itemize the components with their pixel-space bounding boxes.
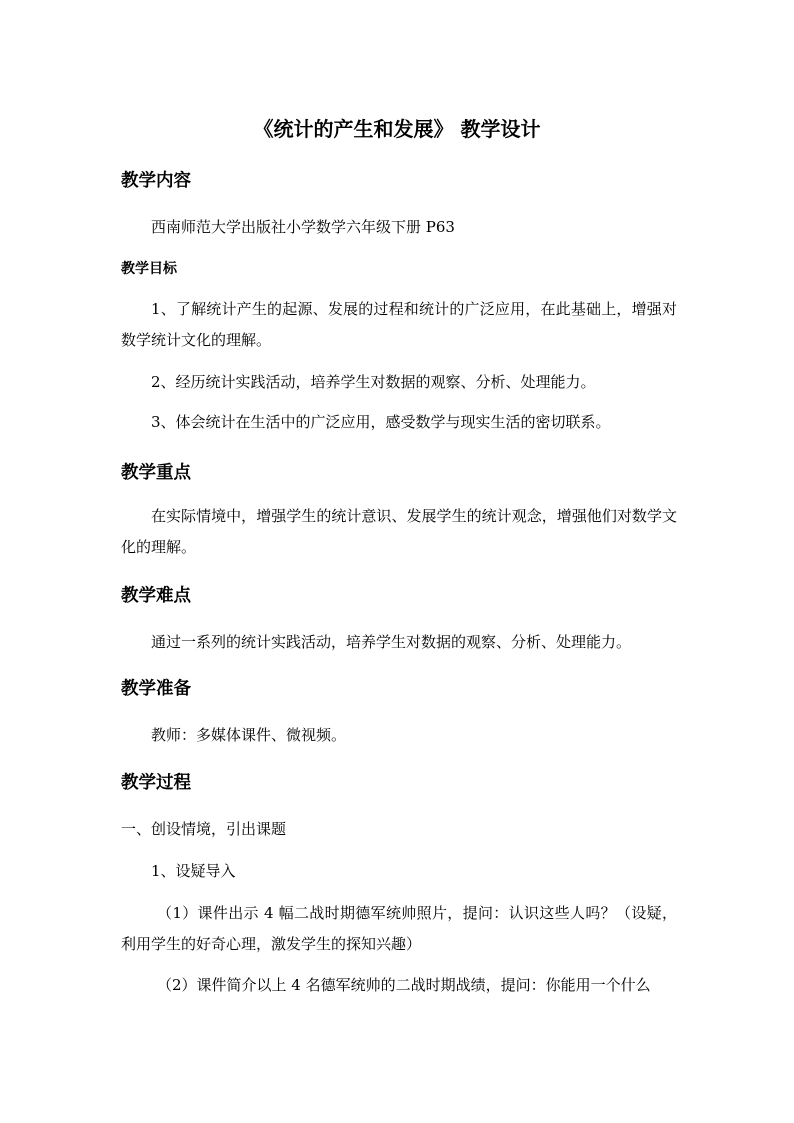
key-points-text: 在实际情境中，增强学生的统计意识、发展学生的统计观念，增强他们对数学文化的理解。	[121, 507, 677, 556]
process-step-1: （1）课件出示 4 幅二战时期德军统帅照片，提问：认识这些人吗？（设疑，利用学生的好奇心理，激发学生的探知兴趣）	[121, 904, 677, 953]
heading-key-points: 教学重点	[121, 463, 191, 483]
document-title: 《统计的产生和发展》 教学设计	[253, 117, 541, 141]
preparation-text: 教师：多媒体课件、微视频。	[151, 726, 347, 744]
teaching-content-text: 西南师范大学出版社小学数学六年级下册 P63	[151, 218, 455, 236]
goal-item-3: 3、体会统计在生活中的广泛应用，感受数学与现实生活的密切联系。	[151, 413, 611, 431]
heading-teaching-goals: 教学目标	[121, 261, 177, 277]
heading-process: 教学过程	[121, 773, 191, 793]
heading-teaching-content: 教学内容	[121, 171, 191, 191]
difficulties-text: 通过一系列的统计实践活动，培养学生对数据的观察、分析、处理能力。	[151, 633, 632, 651]
process-section-1: 一、创设情境，引出课题	[121, 820, 287, 838]
process-sub-1: 1、设疑导入	[151, 862, 236, 880]
heading-preparation: 教学准备	[121, 679, 191, 699]
goal-item-2: 2、经历统计实践活动，培养学生对数据的观察、分析、处理能力。	[151, 373, 596, 391]
goal-item-1: 1、了解统计产生的起源、发展的过程和统计的广泛应用，在此基础上，增强对数学统计文化的理解。	[121, 300, 677, 349]
heading-difficulties: 教学难点	[121, 586, 191, 606]
process-step-2: （2）课件简介以上 4 名德军统帅的二战时期战绩，提问：你能用一个什么	[157, 976, 651, 994]
